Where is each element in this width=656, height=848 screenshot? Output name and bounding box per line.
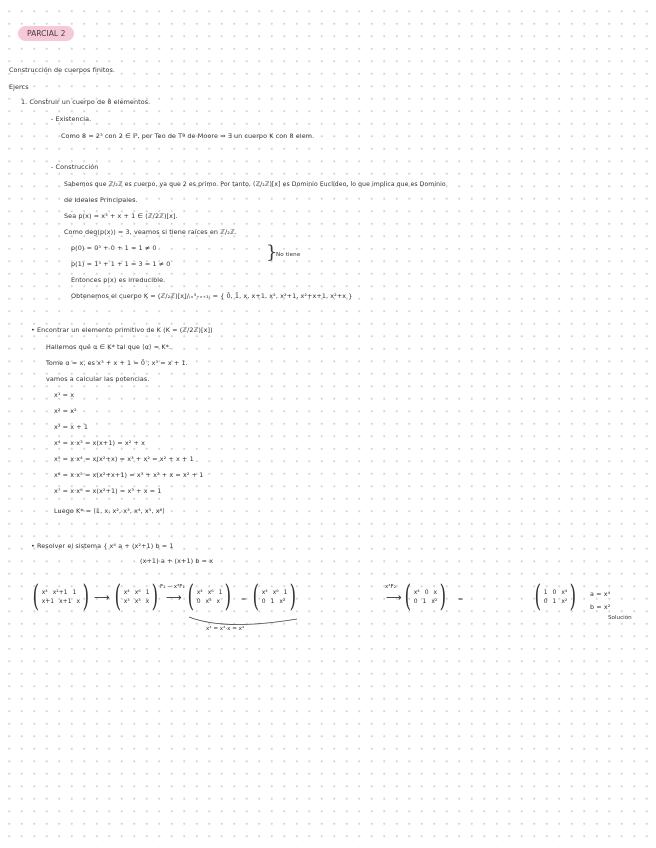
generator-conclusion: Luego K* = ⟨1, x, x², x³, x⁴, x⁵, x⁶⟩	[54, 507, 165, 515]
under-note: x⁴ = x³·x = x⁴	[206, 626, 245, 632]
construction-text-2: de Ideales Principales.	[64, 196, 138, 204]
result-tag: Solución	[608, 615, 632, 621]
arrow-right-icon: ⟶	[386, 591, 402, 604]
power-6: x⁶ = x·x⁵ = x(x²+x+1) = x³ + x² + x = x² + 1	[54, 471, 204, 479]
power-7: x⁷ = x·x⁶ = x(x²+1) = x³ + x = 1	[54, 487, 162, 495]
arrow-right-icon: ⟶	[94, 591, 110, 604]
primitive-text-1: Hallemos qué α ∈ K* tal que ⟨α⟩ = K*.	[46, 343, 172, 351]
eval-p1: p(1) = 1³ + 1 + 1 = 3 = 1 ≠ 0	[71, 260, 171, 268]
power-1: x¹ = x	[54, 391, 75, 399]
page-title: PARCIAL 2	[18, 26, 74, 41]
power-5: x⁵ = x·x⁴ = x(x²+x) = x³ + x² = x² + x + 1	[54, 455, 194, 463]
row-op-label-2: x⁴F₂	[385, 584, 397, 590]
power-4: x⁴ = x·x³ = x(x+1) = x² + x	[54, 439, 145, 447]
matrix-3: ( x⁴ x⁶ 1 0 x³ x )	[187, 579, 232, 614]
brace-symbol: }	[266, 242, 278, 263]
exercises-label: Ejercs	[9, 83, 29, 91]
exercise-1-title: 1. Construir un cuerpo de 8 elementos.	[21, 98, 151, 106]
result-a: a = x⁴	[590, 590, 611, 598]
eval-p0: p(0) = 0³ + 0 + 1 = 1 ≠ 0	[71, 244, 157, 252]
existence-heading: - Existencia.	[51, 115, 92, 123]
matrix-2: ( x⁴ x⁶ 1 x³ x³ x )	[114, 579, 159, 614]
system-eq-2: (x+1) a + (x+1) b = x	[140, 557, 214, 565]
matrix-1: ( x⁴ x²+1 1 x+1 x+1 x )	[32, 579, 90, 614]
powers-intro: vamos a calcular las potencias.	[46, 375, 150, 383]
matrix-4: ( x⁴ x⁶ 1 0 1 x² )	[252, 579, 297, 614]
polynomial-definition: Sea p(x) = x³ + x + 1 ∈ (ℤ/2ℤ)[x].	[64, 212, 178, 220]
side-note: No tiene	[276, 252, 301, 258]
construction-heading: - Construcción	[51, 163, 99, 171]
matrix-6: ( 1 0 x⁴ 0 1 x² )	[534, 579, 577, 614]
quotient-field: Obtenemos el cuerpo K = (ℤ/₂ℤ)[x]/₍ₓ³₊ₓ₊₁₎ = { 0̄, 1̄, x, x+1, x², x²+1, x²+x+1, x²+x }	[71, 292, 353, 300]
underbrace-curve	[185, 615, 305, 635]
construction-text-1: Sabemos que ℤ/₂ℤ es cuerpo, ya que 2 es primo. Por tanto, (ℤ/₂ℤ)[x] es Dominio Euclídeo, lo que implica que es Dominio	[64, 181, 446, 188]
irreducible-statement: Entonces p(x) es irreducible.	[71, 276, 166, 284]
degree-check: Como deg(p(x)) = 3, veamos si tiene raíces en ℤ/₂ℤ.	[64, 228, 237, 236]
row-op-label-1: F₂ − x³F₁	[160, 584, 185, 590]
equals-sign: =	[241, 595, 247, 603]
system-heading: • Resolver el sistema { x⁴ a + (x²+1) b = 1	[31, 542, 174, 550]
arrow-right-icon: ⟶	[166, 591, 182, 604]
primitive-element-heading: • Encontrar un elemento primitivo de K (K = (ℤ/2ℤ)[x])	[31, 326, 213, 334]
section-heading: Construcción de cuerpos finitos.	[9, 66, 116, 74]
existence-text: Como 8 = 2³ con 2 ∈ ℙ, por Teo de Tª de Moore ⇒ ∃ un cuerpo K con 8 elem.	[61, 132, 315, 140]
result-b: b = x²	[590, 603, 611, 611]
equals-sign: =	[458, 595, 464, 603]
power-3: x³ = x + 1	[54, 423, 89, 431]
matrix-5: ( x⁴ 0 x 0 1 x² )	[404, 579, 447, 614]
power-2: x² = x²	[54, 407, 77, 415]
primitive-text-2: Tome α = x, es x³ + x + 1 = 0̄ ; x³ = x + 1.	[46, 359, 188, 367]
